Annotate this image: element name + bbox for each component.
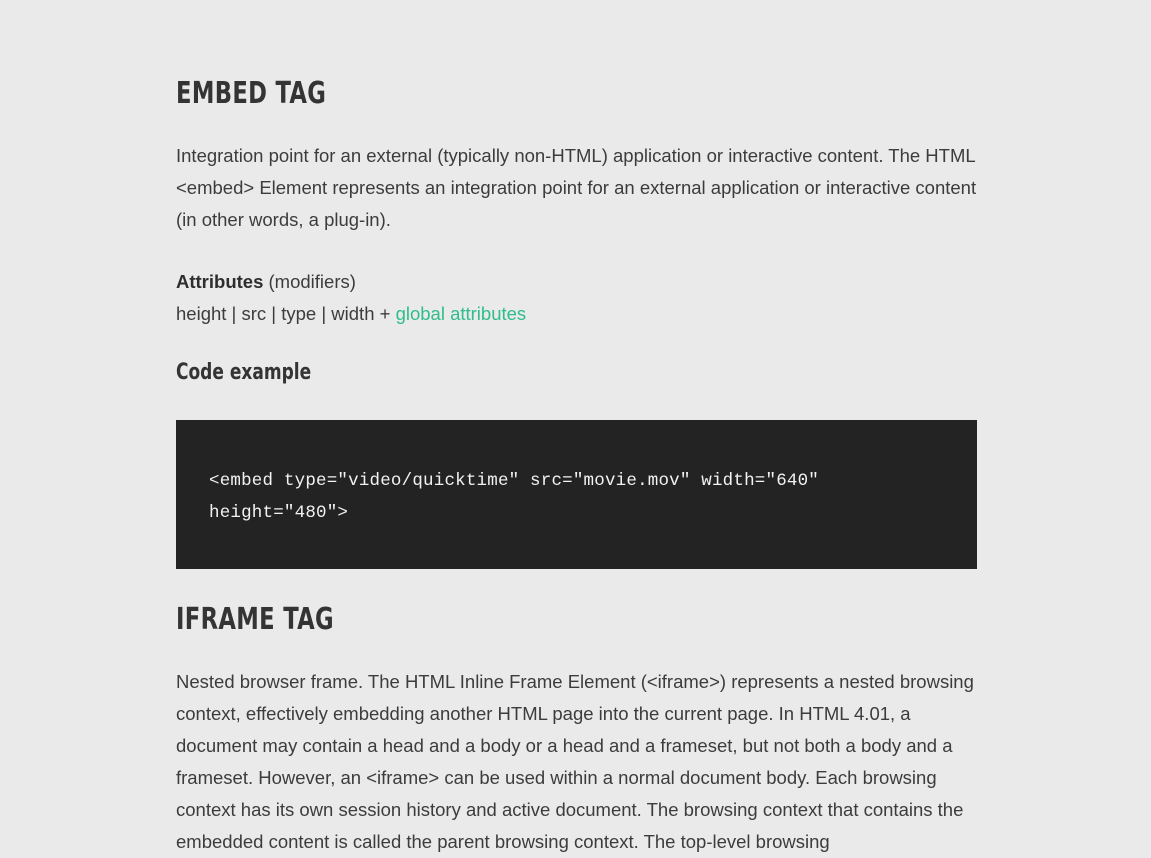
code-example-header xyxy=(176,360,333,386)
attributes-label-suffix: (modifiers) xyxy=(263,271,356,292)
embed-attributes-block xyxy=(176,266,977,330)
attributes-label: Attributes xyxy=(176,271,264,292)
iframe-description-block xyxy=(176,666,977,858)
code-block xyxy=(176,420,977,569)
code-snippet[interactable]: <embed type="video/quicktime" src="movie.mov" width="640" height="480"> xyxy=(209,471,830,523)
iframe-description: Nested browser frame. The HTML Inline Frame Element (<iframe>) represents a nested browsing context, effectively embedding another HTML page into the current page. In HTML 4.01, a document may contain a head and a body or a head and a frameset, but not both a body and a frameset. However, an <iframe> can be used within a normal document body. Each browsing context has its own session history and active document. The browsing context that contains the embedded content is called the parent browsing context. The top-level browsing xyxy=(176,671,974,852)
attributes-list-line xyxy=(176,298,977,330)
embed-description-block xyxy=(176,140,977,236)
embed-tag-heading: EMBED TAG xyxy=(176,76,327,111)
embed-description: Integration point for an external (typically non-HTML) application or interactive content. The HTML <embed> Element represents an integration point for an external application or interactive content (in other words, a plug-in). xyxy=(176,145,977,230)
embed-section-header xyxy=(176,77,355,111)
code-example-heading: Code example xyxy=(176,360,312,385)
code-block-wrapper xyxy=(176,420,977,569)
iframe-section-header xyxy=(176,603,364,637)
global-attributes-link[interactable]: global attributes xyxy=(395,303,527,324)
attributes-list: height | src | type | width + xyxy=(176,303,396,324)
iframe-tag-heading: IFRAME TAG xyxy=(176,602,334,637)
attributes-label-line xyxy=(176,266,977,298)
